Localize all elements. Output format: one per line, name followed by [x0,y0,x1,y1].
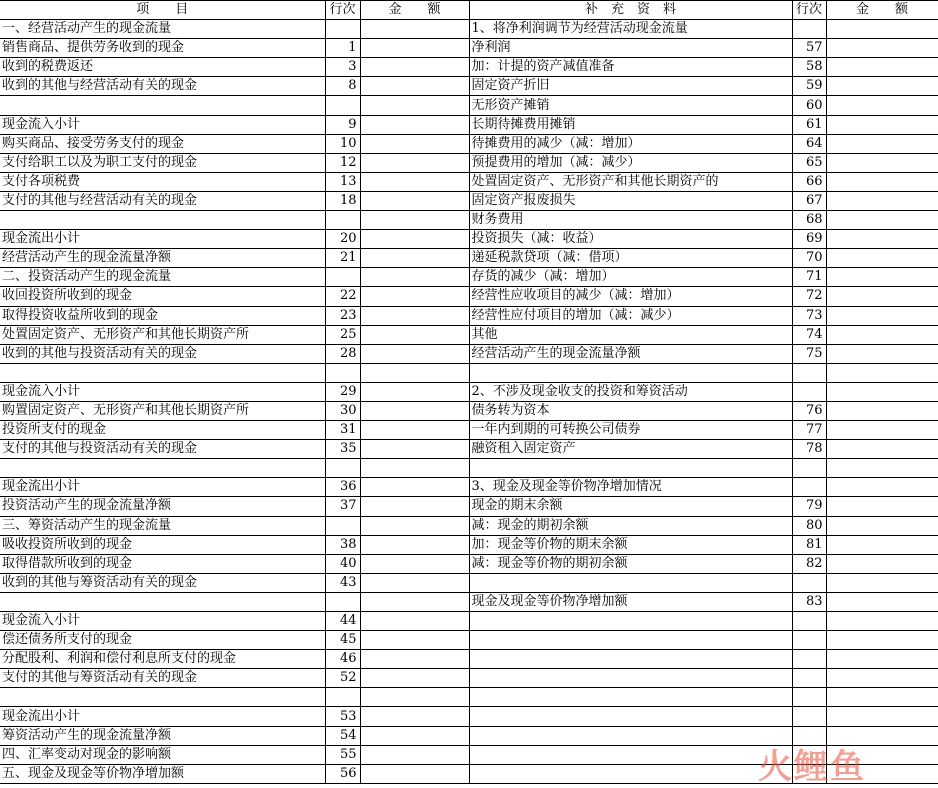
right-amount-cell[interactable] [826,592,938,611]
table-row [0,382,938,401]
left-item-label: 经营活动产生的现金流量净额 [0,249,325,268]
left-row-number: 54 [325,726,360,745]
table-row [0,363,938,382]
right-amount-cell[interactable] [826,497,938,516]
right-row-number: 83 [792,592,826,611]
table-row [0,211,938,230]
right-amount-cell[interactable] [826,115,938,134]
left-amount-cell[interactable] [360,459,469,478]
left-row-number: 43 [325,573,360,592]
right-row-number: 58 [792,58,826,77]
table-row [0,592,938,611]
left-item-label [0,363,325,382]
right-item-label: 融资租入固定资产 [469,440,792,459]
right-item-label: 2、不涉及现金收支的投资和筹资活动 [469,382,792,401]
left-item-label: 销售商品、提供劳务收到的现金 [0,39,325,58]
right-row-number [792,20,826,39]
right-amount-cell[interactable] [826,77,938,96]
right-row-number [792,573,826,592]
table-row [0,535,938,554]
right-amount-cell [826,669,938,688]
right-item-label: 无形资产摊销 [469,96,792,115]
table-row [0,249,938,268]
left-row-number [325,516,360,535]
right-row-number: 66 [792,172,826,191]
left-row-number: 40 [325,554,360,573]
table-row [0,707,938,726]
table-row [0,20,938,39]
right-item-label: 加：计提的资产减值准备 [469,58,792,77]
right-amount-cell[interactable] [826,306,938,325]
right-item-label: 净利润 [469,39,792,58]
right-item-label: 经营性应付项目的增加（减：减少） [469,306,792,325]
right-item-label: 经营性应收项目的减少（减：增加） [469,287,792,306]
left-item-label: 现金流入小计 [0,382,325,401]
left-amount-cell[interactable] [360,58,469,77]
left-row-number: 20 [325,230,360,249]
left-amount-cell[interactable] [360,631,469,650]
right-row-number: 75 [792,344,826,363]
right-item-label: 一年内到期的可转换公司债券 [469,421,792,440]
table-row [0,631,938,650]
left-item-label [0,459,325,478]
table-row [0,39,938,58]
left-row-number [325,363,360,382]
right-row-number: 81 [792,535,826,554]
right-amount-cell [826,688,938,707]
right-item-label [469,764,792,783]
left-item-label: 支付各项税费 [0,172,325,191]
table-row [0,115,938,134]
right-amount-cell[interactable] [826,134,938,153]
right-amount-cell[interactable] [826,459,938,478]
left-row-number [325,268,360,287]
left-item-label: 取得借款所收到的现金 [0,554,325,573]
right-item-label: 存货的减少（减：增加） [469,268,792,287]
right-item-label: 现金及现金等价物净增加额 [469,592,792,611]
table-row [0,230,938,249]
table-row [0,459,938,478]
right-item-label: 债务转为资本 [469,401,792,420]
left-amount-cell[interactable] [360,172,469,191]
header-row [0,1,938,20]
left-row-number [325,211,360,230]
left-item-label: 筹资活动产生的现金流量净额 [0,726,325,745]
right-amount-cell[interactable] [826,573,938,592]
left-item-label: 三、筹资活动产生的现金流量 [0,516,325,535]
right-amount-cell [826,650,938,669]
left-row-number: 21 [325,249,360,268]
left-item-label: 收到的其他与投资活动有关的现金 [0,344,325,363]
right-row-number: 59 [792,77,826,96]
right-row-number [792,650,826,669]
left-item-label: 收到的税费返还 [0,58,325,77]
right-row-number: 80 [792,516,826,535]
left-row-number: 44 [325,612,360,631]
right-amount-cell[interactable] [826,382,938,401]
left-amount-cell[interactable] [360,497,469,516]
right-row-number [792,669,826,688]
left-amount-cell[interactable] [360,669,469,688]
right-row-number: 69 [792,230,826,249]
right-amount-cell [826,612,938,631]
table-row [0,478,938,497]
left-item-label: 现金流出小计 [0,478,325,497]
left-amount-cell[interactable] [360,115,469,134]
left-item-label: 现金流出小计 [0,230,325,249]
left-amount-cell[interactable] [360,554,469,573]
right-amount-cell[interactable] [826,39,938,58]
right-row-number [792,478,826,497]
right-item-label: 现金的期末余额 [469,497,792,516]
header-amount-2: 金 额 [826,1,938,20]
right-item-label [469,631,792,650]
left-item-label: 购买商品、接受劳务支付的现金 [0,134,325,153]
table-row [0,191,938,210]
left-item-label [0,688,325,707]
left-row-number [325,459,360,478]
left-item-label: 收到的其他与经营活动有关的现金 [0,77,325,96]
left-item-label: 投资所支付的现金 [0,421,325,440]
right-row-number: 74 [792,325,826,344]
right-amount-cell[interactable] [826,401,938,420]
right-row-number [792,631,826,650]
right-amount-cell[interactable] [826,516,938,535]
left-row-number: 35 [325,440,360,459]
right-item-label: 1、将净利润调节为经营活动现金流量 [469,20,792,39]
left-row-number [325,96,360,115]
left-row-number: 12 [325,153,360,172]
right-item-label: 减：现金的期初余额 [469,516,792,535]
table-row [0,440,938,459]
right-amount-cell[interactable] [826,172,938,191]
right-item-label [469,459,792,478]
left-amount-cell[interactable] [360,650,469,669]
left-amount-cell[interactable] [360,363,469,382]
left-row-number: 55 [325,745,360,764]
left-amount-cell[interactable] [360,516,469,535]
table-row [0,650,938,669]
table-row [0,612,938,631]
left-row-number: 52 [325,669,360,688]
right-row-number [792,459,826,478]
left-amount-cell[interactable] [360,134,469,153]
right-item-label: 3、现金及现金等价物净增加情况 [469,478,792,497]
left-amount-cell[interactable] [360,230,469,249]
left-amount-cell[interactable] [360,153,469,172]
right-item-label: 减：现金等价物的期初余额 [469,554,792,573]
right-row-number: 64 [792,134,826,153]
right-item-label: 待摊费用的减少（减：增加） [469,134,792,153]
left-amount-cell[interactable] [360,77,469,96]
left-row-number: 8 [325,77,360,96]
left-row-number: 46 [325,650,360,669]
left-amount-cell[interactable] [360,612,469,631]
left-row-number: 3 [325,58,360,77]
right-row-number: 72 [792,287,826,306]
right-item-label: 投资损失（减：收益） [469,230,792,249]
left-row-number: 31 [325,421,360,440]
right-row-number: 71 [792,268,826,287]
left-amount-cell[interactable] [360,401,469,420]
left-row-number: 36 [325,478,360,497]
right-row-number: 73 [792,306,826,325]
right-item-label [469,707,792,726]
left-item-label: 支付的其他与投资活动有关的现金 [0,440,325,459]
left-item-label: 偿还债务所支付的现金 [0,631,325,650]
right-row-number [792,382,826,401]
left-row-number: 18 [325,191,360,210]
left-amount-cell[interactable] [360,440,469,459]
right-item-label: 经营活动产生的现金流量净额 [469,344,792,363]
left-amount-cell[interactable] [360,325,469,344]
left-row-number: 10 [325,134,360,153]
right-row-number: 79 [792,497,826,516]
table-row [0,669,938,688]
left-item-label: 处置固定资产、无形资产和其他长期资产所 [0,325,325,344]
right-item-label: 递延税款贷项（减：借项） [469,249,792,268]
table-row [0,325,938,344]
right-item-label [469,745,792,764]
left-amount-cell[interactable] [360,20,469,39]
right-row-number: 76 [792,401,826,420]
left-item-label: 二、投资活动产生的现金流量 [0,268,325,287]
table-body [0,1,938,784]
left-amount-cell[interactable] [360,39,469,58]
right-amount-cell [826,631,938,650]
right-amount-cell [826,707,938,726]
left-row-number [325,20,360,39]
left-row-number: 38 [325,535,360,554]
left-item-label: 支付给职工以及为职工支付的现金 [0,153,325,172]
left-amount-cell[interactable] [360,573,469,592]
left-item-label: 现金流入小计 [0,115,325,134]
right-amount-cell[interactable] [826,268,938,287]
right-item-label: 处置固定资产、无形资产和其他长期资产的 [469,172,792,191]
right-amount-cell[interactable] [826,478,938,497]
left-item-label: 取得投资收益所收到的现金 [0,306,325,325]
left-item-label: 收到的其他与筹资活动有关的现金 [0,573,325,592]
left-row-number [325,688,360,707]
right-row-number [792,707,826,726]
left-row-number: 30 [325,401,360,420]
left-amount-cell[interactable] [360,592,469,611]
table-row [0,497,938,516]
left-amount-cell[interactable] [360,535,469,554]
right-row-number: 70 [792,249,826,268]
watermark-text: 火鲤鱼 [758,747,866,787]
table-row [0,516,938,535]
table-row [0,306,938,325]
left-row-number: 56 [325,764,360,783]
left-row-number: 25 [325,325,360,344]
header-supplement: 补 充 资 料 [469,1,792,20]
right-amount-cell[interactable] [826,325,938,344]
right-item-label [469,688,792,707]
left-row-number [325,592,360,611]
left-amount-cell[interactable] [360,421,469,440]
right-item-label: 固定资产报废损失 [469,191,792,210]
right-item-label: 其他 [469,325,792,344]
table-row [0,401,938,420]
table-row [0,134,938,153]
right-amount-cell[interactable] [826,287,938,306]
table-row [0,268,938,287]
watermark-logo [758,739,918,787]
table-row [0,58,938,77]
left-item-label: 收回投资所收到的现金 [0,287,325,306]
left-amount-cell[interactable] [360,382,469,401]
right-row-number: 78 [792,440,826,459]
left-item-label: 投资活动产生的现金流量净额 [0,497,325,516]
left-row-number: 9 [325,115,360,134]
right-amount-cell[interactable] [826,96,938,115]
left-item-label: 吸收投资所收到的现金 [0,535,325,554]
right-row-number: 77 [792,421,826,440]
left-amount-cell[interactable] [360,211,469,230]
left-amount-cell[interactable] [360,745,469,764]
left-item-label: 支付的其他与筹资活动有关的现金 [0,669,325,688]
table-row [0,554,938,573]
right-amount-cell[interactable] [826,153,938,172]
right-amount-cell[interactable] [826,535,938,554]
left-item-label [0,592,325,611]
right-item-label [469,573,792,592]
left-row-number: 1 [325,39,360,58]
left-amount-cell[interactable] [360,707,469,726]
table-row [0,172,938,191]
right-row-number: 57 [792,39,826,58]
header-row-no: 行次 [325,1,360,20]
left-item-label: 支付的其他与经营活动有关的现金 [0,191,325,210]
left-amount-cell[interactable] [360,688,469,707]
right-item-label: 预提费用的增加（减：减少） [469,153,792,172]
left-amount-cell[interactable] [360,268,469,287]
right-row-number [792,363,826,382]
left-item-label: 分配股利、利润和偿付利息所支付的现金 [0,650,325,669]
right-item-label: 长期待摊费用摊销 [469,115,792,134]
left-row-number: 13 [325,172,360,191]
right-amount-cell[interactable] [826,344,938,363]
left-row-number: 28 [325,344,360,363]
left-row-number: 53 [325,707,360,726]
left-amount-cell[interactable] [360,764,469,783]
right-row-number: 65 [792,153,826,172]
right-amount-cell[interactable] [826,249,938,268]
right-amount-cell[interactable] [826,421,938,440]
right-row-number [792,612,826,631]
right-amount-cell[interactable] [826,554,938,573]
table-row [0,421,938,440]
left-item-label: 现金流出小计 [0,707,325,726]
left-row-number: 45 [325,631,360,650]
right-row-number: 68 [792,211,826,230]
left-item-label [0,96,325,115]
right-amount-cell[interactable] [826,363,938,382]
left-row-number: 22 [325,287,360,306]
header-row-no-2: 行次 [792,1,826,20]
right-item-label: 加：现金等价物的期末余额 [469,535,792,554]
left-item-label [0,211,325,230]
right-amount-cell[interactable] [826,440,938,459]
left-amount-cell[interactable] [360,191,469,210]
right-amount-cell[interactable] [826,211,938,230]
left-item-label: 购置固定资产、无形资产和其他长期资产所 [0,401,325,420]
left-amount-cell[interactable] [360,306,469,325]
right-amount-cell[interactable] [826,230,938,249]
right-item-label [469,669,792,688]
right-amount-cell[interactable] [826,20,938,39]
left-amount-cell[interactable] [360,96,469,115]
header-amount: 金 额 [360,1,469,20]
right-amount-cell[interactable] [826,191,938,210]
left-row-number: 37 [325,497,360,516]
right-item-label [469,612,792,631]
table-row [0,153,938,172]
left-row-number: 29 [325,382,360,401]
left-amount-cell[interactable] [360,249,469,268]
table-row [0,96,938,115]
table-row [0,344,938,363]
left-amount-cell[interactable] [360,287,469,306]
right-item-label [469,726,792,745]
left-row-number: 23 [325,306,360,325]
left-amount-cell[interactable] [360,478,469,497]
left-item-label: 五、现金及现金等价物净增加额 [0,764,325,783]
right-row-number: 60 [792,96,826,115]
right-amount-cell[interactable] [826,58,938,77]
table-row [0,77,938,96]
table-row [0,573,938,592]
left-item-label: 一、经营活动产生的现金流量 [0,20,325,39]
left-item-label: 现金流入小计 [0,612,325,631]
right-item-label [469,650,792,669]
right-item-label: 固定资产折旧 [469,77,792,96]
right-row-number: 67 [792,191,826,210]
right-item-label [469,363,792,382]
left-amount-cell[interactable] [360,344,469,363]
right-row-number: 82 [792,554,826,573]
right-item-label: 财务费用 [469,211,792,230]
table-row [0,287,938,306]
right-row-number [792,688,826,707]
header-item: 项 目 [0,1,325,20]
left-amount-cell[interactable] [360,726,469,745]
left-item-label: 四、汇率变动对现金的影响额 [0,745,325,764]
right-row-number: 61 [792,115,826,134]
table-row [0,688,938,707]
